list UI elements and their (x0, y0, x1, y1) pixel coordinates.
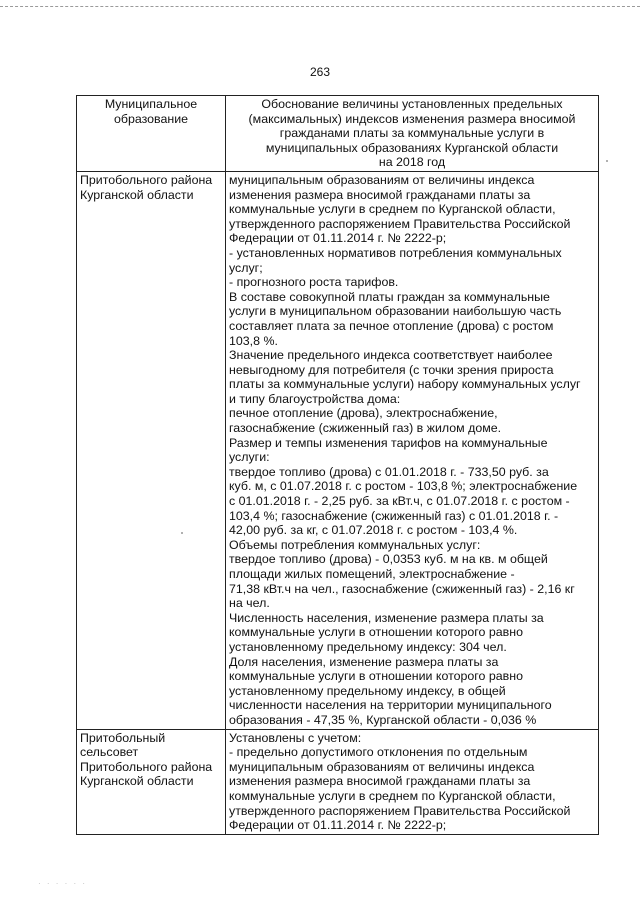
text-line: печное отопление (дрова), электроснабжение, (229, 406, 498, 421)
text-line: услуги в муниципальном образовании наибольшую часть (229, 304, 562, 319)
municipality-cell (77, 171, 226, 729)
text-line: услуги: (229, 450, 270, 465)
municipality-cell (77, 729, 226, 834)
text-line: муниципальным образованиям от величины индекса (229, 172, 535, 187)
text-line: невыгодному для потребителя (с точки зрения прироста (229, 362, 554, 377)
text-line: образования - 47,35 %, Курганской области - 0,036 % (229, 712, 537, 727)
header-municipality (77, 96, 226, 172)
text-line: коммунальные услуги в среднем по Курганской области, (229, 788, 556, 803)
text-line: твердое топливо (дрова) с 01.01.2018 г. - 733,50 руб. за (229, 464, 549, 479)
text-line: услуг; (229, 260, 263, 275)
page-number: 263 (309, 65, 331, 79)
tariff-justification-table (76, 95, 599, 835)
text-line: - установленных нормативов потребления коммунальных (229, 245, 562, 260)
text-line: утвержденного распоряжением Правительства Российской (229, 216, 571, 231)
text-line: утвержденного распоряжением Правительства Российской (229, 803, 571, 818)
text-line: сельсовет (80, 745, 139, 760)
text-line: площади жилых помещений, электроснабжение - (229, 567, 515, 581)
text-line: Федерации от 01.11.2014 г. № 2222-р; (229, 231, 447, 246)
text-line: Установлены с учетом: (229, 730, 362, 745)
text-line: Федерации от 01.11.2014 г. № 2222-р; (229, 818, 447, 833)
header-line: образование (113, 111, 189, 126)
table-header-row (77, 96, 599, 172)
text-line: Численность населения, изменение размера платы за (229, 610, 544, 625)
text-line: твердое топливо (дрова) - 0,0353 куб. м на кв. м общей (229, 552, 548, 567)
text-line: Значение предельного индекса соответствует наиболее (229, 348, 553, 363)
header-line: на 2018 год (378, 155, 446, 170)
text-line: установленному предельному индексу: 304 чел. (229, 639, 507, 654)
scan-speck (606, 160, 608, 162)
text-line: - прогнозного роста тарифов. (229, 275, 399, 290)
text-line: Курганской области (80, 774, 194, 789)
text-line: куб. м, с 01.07.2018 г. с ростом - 103,8 %; электроснабжение (229, 479, 578, 494)
text-line: Доля населения, изменение размера платы за (229, 654, 499, 669)
text-line: В составе совокупной платы граждан за коммунальные (229, 289, 550, 304)
text-line: и типу благоустройства дома: (229, 391, 401, 406)
text-line: изменения размера вносимой гражданами платы за (229, 774, 531, 789)
header-line: гражданами платы за коммунальные услуги в (279, 126, 545, 141)
scan-top-edge (0, 6, 640, 7)
text-line: на чел. (229, 596, 270, 611)
text-line: Притобольный (80, 730, 166, 745)
table-row (77, 171, 599, 729)
text-line: газоснабжение (сжиженный газ) в жилом доме. (229, 421, 502, 436)
header-justification (226, 96, 599, 172)
text-line: 42,00 руб. за кг, с 01.07.2018 г. с ростом - 103,4 %. (229, 523, 518, 538)
text-line: 71,38 кВт.ч на чел., газоснабжение (сжиженный газ) - 2,16 кг (229, 581, 575, 596)
table-row (77, 729, 599, 834)
header-line: (максимальных) индексов изменения размера вносимой (248, 111, 576, 126)
text-line: 103,8 %. (229, 333, 278, 348)
header-line: Обоснование величины установленных предельных (261, 97, 563, 111)
header-line: муниципальных образованиях Курганской области (265, 140, 559, 155)
text-line: изменения размера вносимой гражданами платы за (229, 187, 531, 202)
text-line: Притобольного района (80, 172, 213, 187)
text-line: численности населения на территории муниципального (229, 698, 552, 713)
text-line: коммунальные услуги в отношении которого равно (229, 625, 523, 640)
justification-cell (226, 729, 599, 834)
scan-speck (181, 532, 183, 534)
text-line: Курганской области (80, 187, 194, 202)
header-line: Муниципальное (104, 97, 198, 111)
text-line: - предельно допустимого отклонения по отдельным (229, 745, 528, 760)
text-line: с 01.01.2018 г. - 2,25 руб. за кВт.ч, с 01.07.2018 г. с ростом - (229, 494, 570, 509)
text-line: платы за коммунальные услуги) набору коммунальных услуг (229, 377, 581, 392)
text-line: Объемы потребления коммунальных услуг: (229, 537, 481, 552)
text-line: составляет плата за печное отопление (дрова) с ростом (229, 318, 554, 333)
text-line: 103,4 %; газоснабжение (сжиженный газ) с 01.01.2018 г. - (229, 508, 559, 523)
scan-specks: · · · · · · (38, 879, 88, 888)
text-line: Размер и темпы изменения тарифов на коммунальные (229, 435, 548, 450)
text-line: коммунальные услуги в отношении которого равно (229, 669, 523, 684)
text-line: установленному предельному индексу, в общей (229, 683, 506, 698)
text-line: коммунальные услуги в среднем по Курганской области, (229, 202, 556, 217)
justification-cell (226, 171, 599, 729)
text-line: Притобольного района (80, 759, 213, 774)
text-line: муниципальным образованиям от величины индекса (229, 759, 535, 774)
